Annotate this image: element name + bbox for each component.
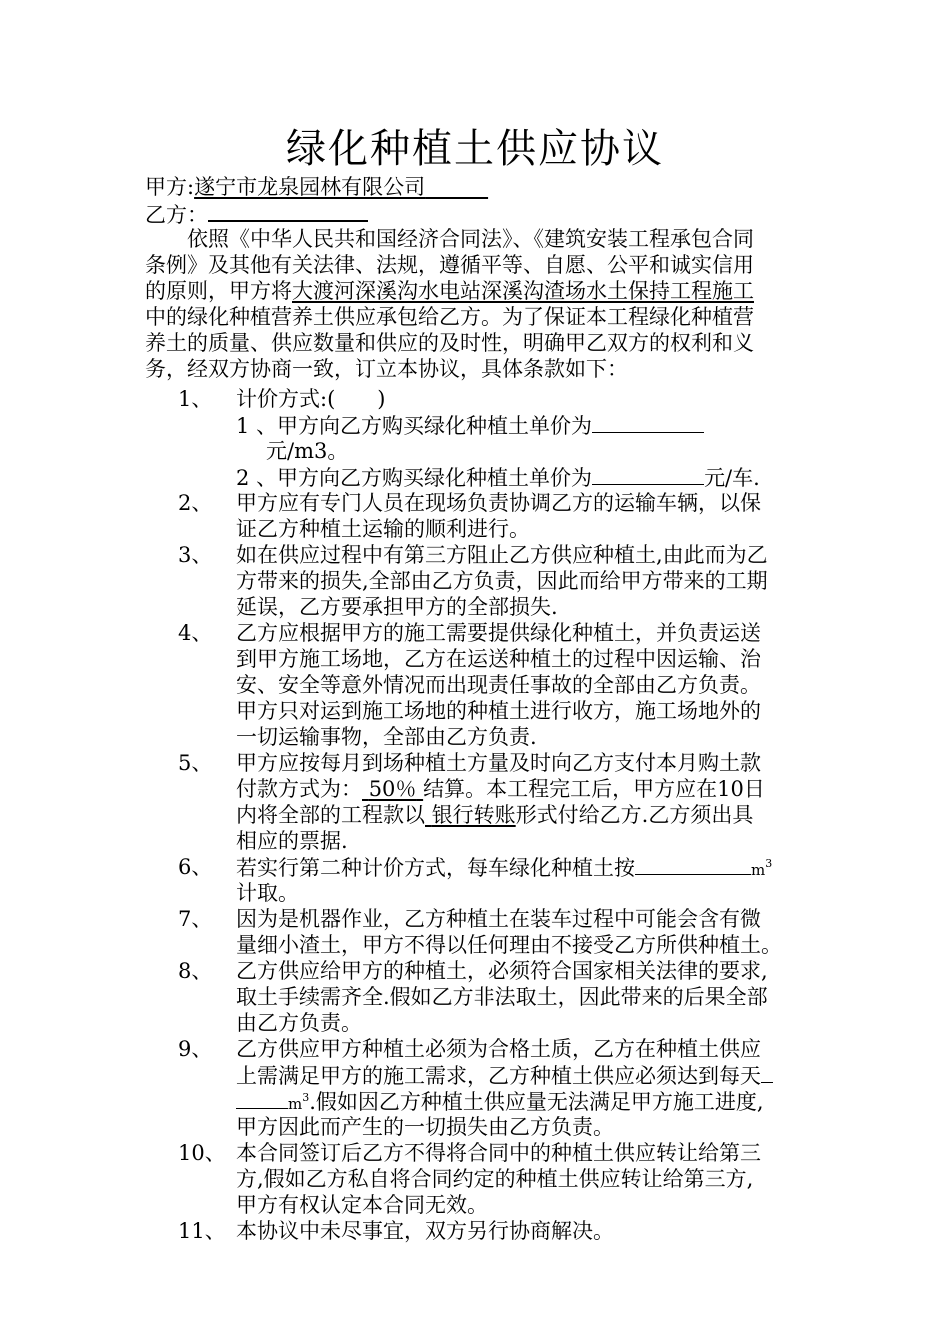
clause-5-line-1: 甲方应按每月到场种植土方量及时向乙方支付本月购土款	[236, 751, 761, 775]
clause-5-line-4: 相应的票据.	[236, 829, 348, 853]
clause-number: 8、	[178, 959, 213, 983]
clause-number: 6、	[178, 855, 213, 879]
party-b-blank	[208, 200, 368, 222]
party-b-label: 乙方：	[145, 203, 208, 227]
pricing-option-2: 2 、甲方向乙方购买绿化种植土单价为 元/车.	[236, 466, 760, 490]
preamble-line-4: 中的绿化种植营养土供应承包给乙方。为了保证本工程绿化种植营	[145, 305, 754, 329]
clause-10-line-1: 本合同签订后乙方不得将合同中的种植土供应转让给第三	[236, 1141, 761, 1165]
clause-10-line-2: 方,假如乙方私自将合同约定的种植土供应转让给第三方,	[236, 1167, 754, 1191]
clause-4-line-5: 一切运输事物，全部由乙方负责.	[236, 725, 537, 749]
payment-method: 银行转账	[431, 803, 516, 827]
clause-5-line-2: 付款方式为： 50％ 结算。本工程完工后，甲方应在10日	[236, 777, 765, 801]
clause-8-line-1: 乙方供应给甲方的种植土，必须符合国家相关法律的要求,	[236, 959, 768, 983]
clause-3-line-2: 方带来的损失,全部由乙方负责，因此而给甲方带来的工期	[236, 569, 768, 593]
clause-number: 3、	[178, 543, 213, 567]
truck-volume-blank	[635, 854, 751, 875]
clause-number: 10、	[178, 1141, 226, 1165]
clause-9-line-2: 上需满足甲方的施工需求，乙方种植土供应必须达到每天	[236, 1062, 773, 1089]
clause-5-line-3: 内将全部的工程款以 银行转账形式付给乙方.乙方须出具	[236, 803, 754, 827]
pricing-option-1: 1 、甲方向乙方购买绿化种植土单价为	[236, 412, 704, 439]
clause-10-line-3: 甲方有权认定本合同无效。	[236, 1193, 488, 1217]
clause-number: 1、	[178, 387, 213, 411]
clause-1-line-1: 计价方式:( )	[236, 387, 386, 411]
clause-9-line-4: 甲方因此而产生的一切损失由乙方负责。	[236, 1115, 614, 1139]
clause-8-line-2: 取土手续需齐全.假如乙方非法取土，因此带来的后果全部	[236, 985, 768, 1009]
preamble-line-1: 依照《中华人民共和国经济合同法》、《建筑安装工程承包合同	[187, 227, 754, 251]
clause-number: 7、	[178, 907, 213, 931]
clause-number: 5、	[178, 751, 213, 775]
clause-9-line-1: 乙方供应甲方种植土必须为合格土质，乙方在种植土供应	[236, 1037, 761, 1061]
daily-volume-blank	[761, 1062, 773, 1083]
clause-4-line-2: 到甲方施工场地，乙方在运送种植土的过程中因运输、治	[236, 647, 761, 671]
preamble-line-3: 的原则，甲方将大渡河深溪沟水电站深溪沟渣场水土保持工程施工	[145, 279, 754, 303]
party-b-line	[145, 200, 368, 228]
clause-4-line-3: 安、安全等意外情况而出现责任事故的全部由乙方负责。	[236, 673, 761, 697]
clause-6-line-2: 计取。	[236, 881, 299, 905]
clause-2-line-2: 证乙方种植土运输的顺利进行。	[236, 517, 530, 541]
preamble-line-5: 养土的质量、供应数量和供应的及时性，明确甲乙双方的权利和义	[145, 331, 754, 355]
clause-6-line-1: 若实行第二种计价方式，每车绿化种植土按 $m^3$	[236, 856, 773, 880]
daily-volume-blank-cont	[236, 1088, 288, 1109]
document-title: 绿化种植土供应协议	[286, 126, 664, 172]
party-a-line	[145, 174, 488, 200]
clause-2-line-1: 甲方应有专门人员在现场负责协调乙方的运输车辆，以保	[236, 491, 761, 515]
clause-7-line-1: 因为是机器作业，乙方种植土在装车过程中可能会含有微	[236, 907, 761, 931]
preamble-line-6: 务，经双方协商一致，订立本协议，具体条款如下：	[145, 357, 628, 381]
clause-number: 9、	[178, 1037, 213, 1061]
clause-9-line-3: $m^3$.假如因乙方种植土供应量无法满足甲方施工进度,	[236, 1088, 764, 1117]
clause-11-line-1: 本协议中未尽事宜，双方另行协商解决。	[236, 1219, 614, 1243]
clause-8-line-3: 由乙方负责。	[236, 1011, 362, 1035]
clause-number: 11、	[178, 1219, 226, 1243]
clause-4-line-4: 甲方只对运到施工场地的种植土进行收方，施工场地外的	[236, 699, 761, 723]
party-a-label: 甲方:	[145, 175, 195, 199]
clause-3-line-1: 如在供应过程中有第三方阻止乙方供应种植土,由此而为乙	[236, 543, 768, 567]
preamble-line-2: 条例》及其他有关法律、法规，遵循平等、自愿、公平和诚实信用	[145, 253, 754, 277]
payment-rate: 50％	[368, 777, 417, 801]
truck-price-blank	[592, 464, 704, 485]
clause-4-line-1: 乙方应根据甲方的施工需要提供绿化种植土，并负责运送	[236, 621, 761, 645]
clause-7-line-2: 量细小渣土，甲方不得以任何理由不接受乙方所供种植土。	[236, 933, 782, 957]
party-a-name: 遂宁市龙泉园林有限公司	[194, 175, 426, 199]
project-name: 大渡河深溪沟水电站深溪沟渣场水土保持工程施工	[292, 279, 754, 303]
pricing-option-1-unit: 元/m3。	[266, 439, 349, 463]
unit-price-blank	[592, 412, 704, 433]
clause-3-line-3: 延误，乙方要承担甲方的全部损失.	[236, 595, 558, 619]
clause-number: 4、	[178, 621, 213, 645]
clause-number: 2、	[178, 491, 213, 515]
